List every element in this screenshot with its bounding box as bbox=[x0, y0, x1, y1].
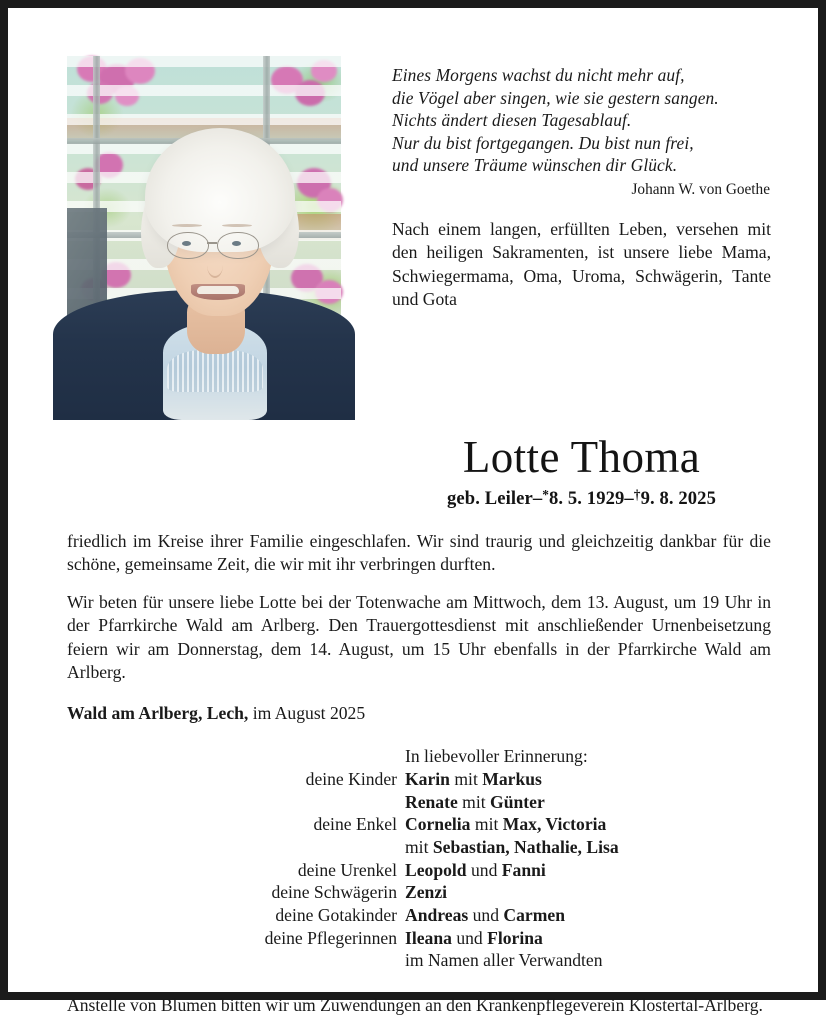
place-and-date bbox=[67, 702, 771, 725]
family-names: Karin mit Markus bbox=[405, 768, 542, 789]
poem-line: Eines Morgens wachst du nicht mehr auf, bbox=[392, 65, 685, 85]
family-list bbox=[67, 745, 771, 972]
poem-author: Johann W. von Goethe bbox=[631, 180, 770, 198]
eyebrow-left bbox=[172, 224, 202, 227]
poem-line: Nur du bist fortgegangen. Du bist nun frei, bbox=[392, 132, 694, 153]
poem-column bbox=[341, 56, 771, 311]
family-names: Zenzi bbox=[405, 882, 448, 903]
dates-separator: – bbox=[532, 487, 543, 509]
place-locations: Wald am Arlberg, Lech, bbox=[67, 702, 249, 723]
birth-symbol: * bbox=[542, 486, 550, 502]
family-relation-label: deine Kinder bbox=[305, 768, 397, 789]
poem bbox=[392, 64, 771, 177]
paragraph: Wir beten für unsere liebe Lotte bei der Totenwache am Mittwoch, dem 13. August, um 19 Uhr in der Pfarrkirche Wald am Arlberg. Den Trauergottesdienst mit anschließender Urnenbeisetzung feiern wir am Donnerstag, dem 14. August, um 15 Uhr ebenfalls in der Pfarrkirche Wald am Arlberg. bbox=[67, 591, 771, 683]
notice-content bbox=[67, 56, 771, 1018]
family-row bbox=[67, 904, 771, 927]
family-heading-row bbox=[67, 745, 771, 768]
place-date: im August 2025 bbox=[252, 702, 366, 723]
family-relation-label: deine Gotakinder bbox=[275, 905, 397, 926]
eyeglass-bridge bbox=[207, 242, 217, 244]
death-symbol: † bbox=[633, 486, 641, 502]
family-row bbox=[67, 859, 771, 882]
family-row bbox=[67, 927, 771, 950]
nose bbox=[207, 252, 223, 278]
family-heading: In liebevoller Erinnerung: bbox=[405, 746, 588, 767]
family-names: Ileana und Florina bbox=[405, 927, 543, 948]
eyeglass-lens-left bbox=[167, 232, 209, 259]
header-area bbox=[67, 56, 771, 420]
intro-paragraph: Nach einem langen, erfüllten Leben, versehen mit den heiligen Sakramenten, ist unsere liebe Mama, Schwiegermama, Oma, Uroma, Schwägerin, Tante und Gota bbox=[392, 218, 771, 309]
birth-date: 8. 5. 1929 bbox=[549, 487, 625, 509]
family-row bbox=[67, 813, 771, 836]
life-dates bbox=[392, 487, 771, 510]
family-relation-label: deine Enkel bbox=[313, 814, 397, 835]
family-closing-row bbox=[67, 949, 771, 972]
mouth bbox=[191, 284, 245, 300]
page-title: Lotte Thoma bbox=[462, 432, 701, 482]
turtleneck-ribbing bbox=[167, 350, 263, 392]
death-date: 9. 8. 2025 bbox=[640, 487, 716, 509]
eyebrow-right bbox=[222, 224, 252, 227]
family-names: Cornelia mit Max, Victoria bbox=[405, 814, 607, 835]
poem-line: Nichts ändert diesen Tagesablauf. bbox=[392, 110, 632, 131]
portrait-photo bbox=[67, 56, 341, 420]
family-closing: im Namen aller Verwandten bbox=[405, 950, 603, 971]
family-relation-label: deine Urenkel bbox=[297, 859, 397, 880]
poem-line: und unsere Träume wünschen dir Glück. bbox=[392, 155, 678, 176]
name-block bbox=[341, 432, 771, 510]
paragraph: friedlich im Kreise ihrer Familie eingeschlafen. Wir sind traurig und gleichzeitig dankbar für die schöne, gemeinsame Zeit, die wir mit ihr verbringen durften. bbox=[67, 530, 771, 575]
family-names: Andreas und Carmen bbox=[405, 905, 565, 926]
dates-separator: – bbox=[624, 487, 634, 509]
donation-note: Anstelle von Blumen bitten wir um Zuwendungen an den Krankenpflegeverein Klostertal-Arlberg. bbox=[67, 995, 763, 1016]
family-names: Renate mit Günter bbox=[405, 791, 545, 812]
family-row bbox=[67, 836, 771, 859]
family-rows bbox=[67, 768, 771, 950]
family-row bbox=[67, 791, 771, 814]
family-row bbox=[67, 881, 771, 904]
maiden-name: geb. Leiler bbox=[447, 487, 533, 509]
poem-line: die Vögel aber singen, wie sie gestern sangen. bbox=[392, 87, 719, 108]
family-names: Leopold und Fanni bbox=[405, 859, 546, 880]
family-names: mit Sebastian, Nathalie, Lisa bbox=[405, 837, 619, 858]
body-text bbox=[67, 530, 771, 725]
eyeglass-lens-right bbox=[217, 232, 259, 259]
family-row bbox=[67, 768, 771, 791]
family-relation-label: deine Schwägerin bbox=[271, 882, 397, 903]
family-relation-label: deine Pflegerinnen bbox=[264, 927, 397, 948]
teeth bbox=[197, 286, 239, 294]
